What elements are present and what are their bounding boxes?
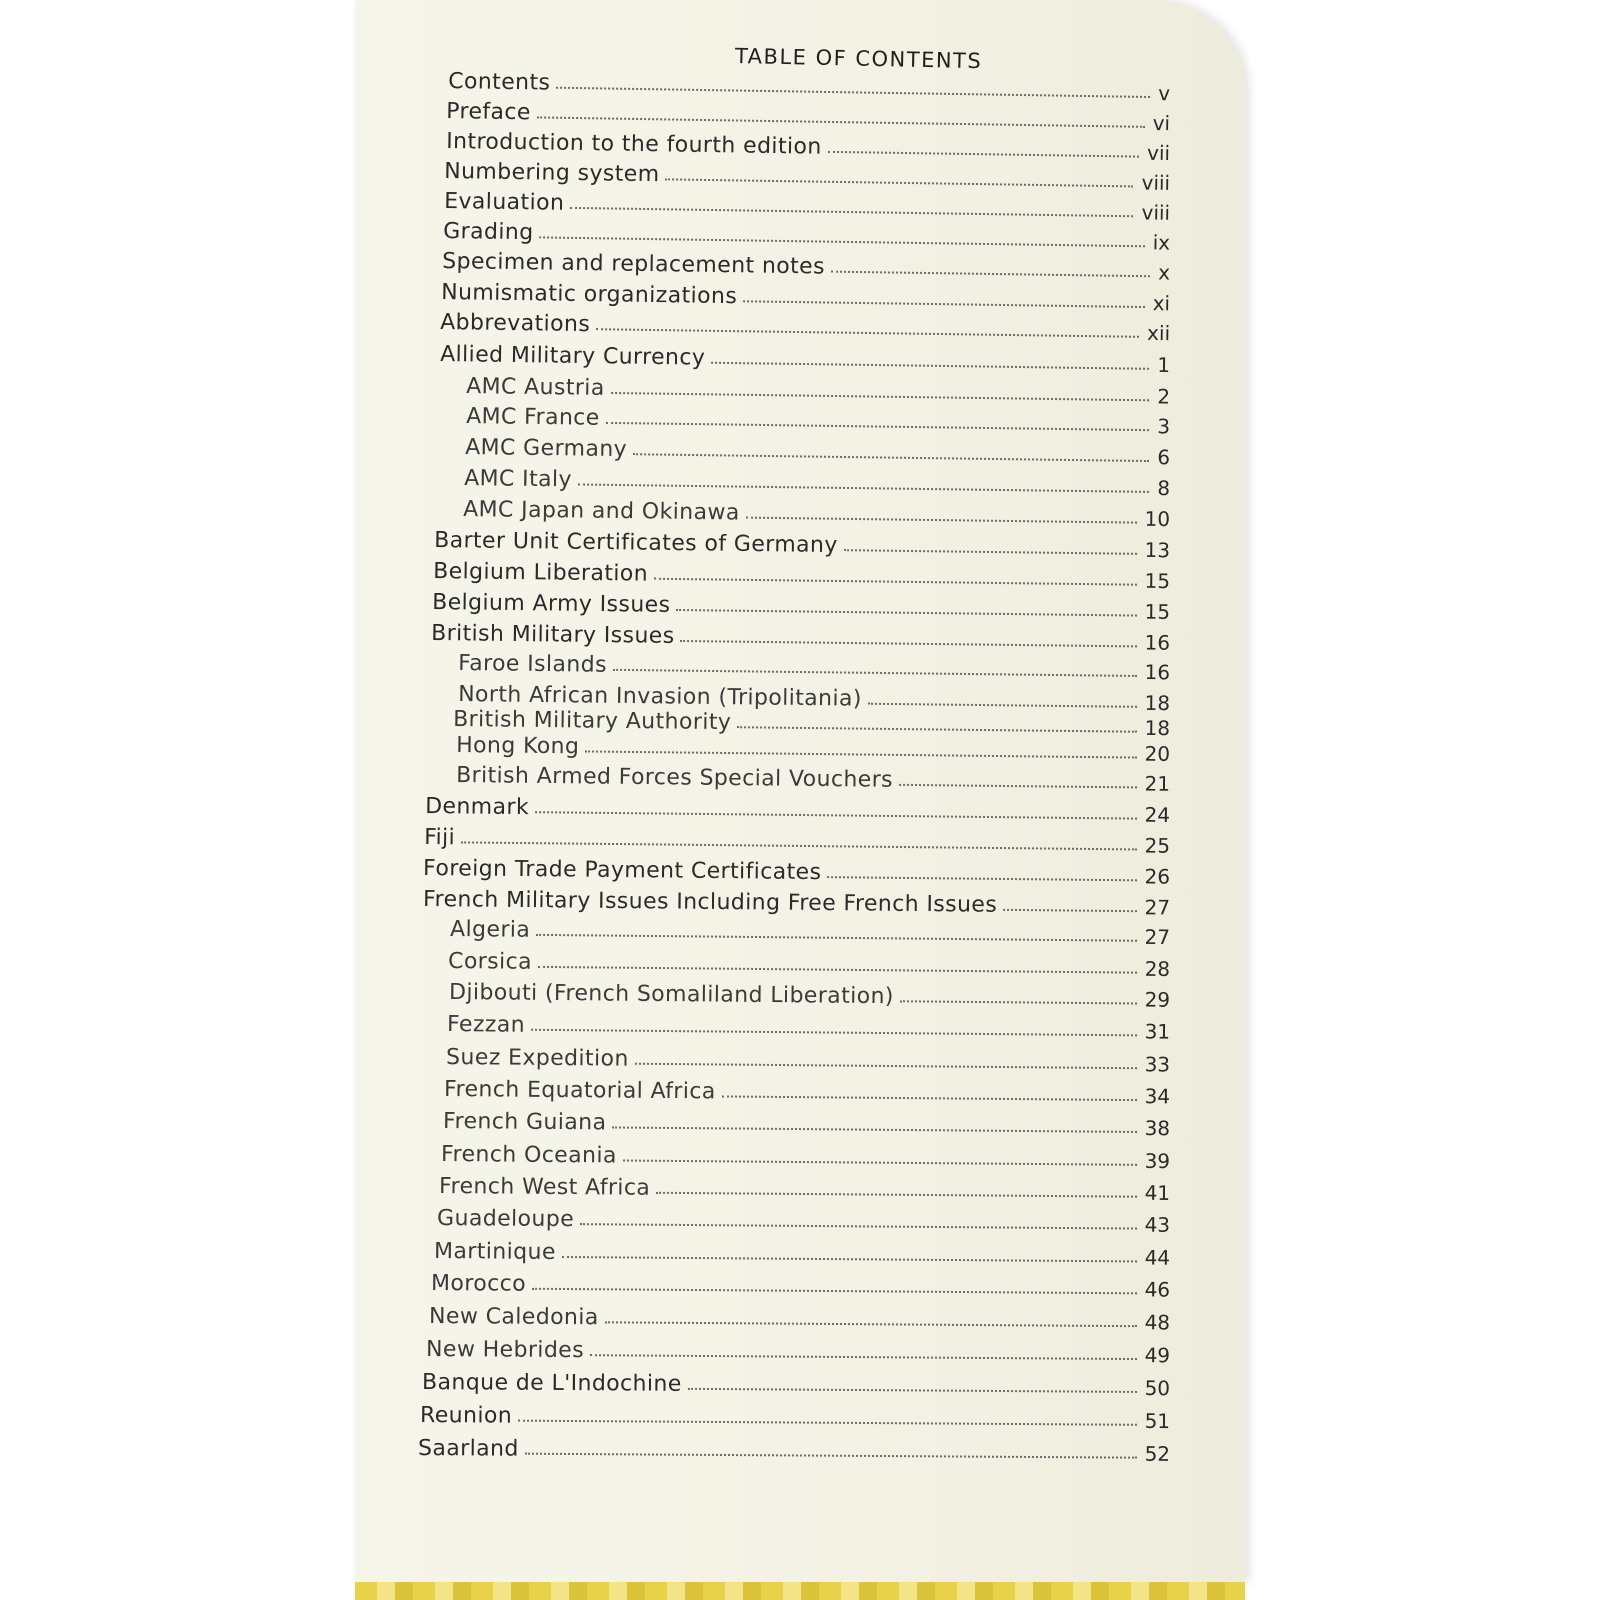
toc-entry-page: 52 [1144, 1441, 1171, 1466]
toc-entry-label: AMC Japan and Okinawa [463, 497, 740, 526]
toc-dot-leader [578, 482, 1150, 492]
toc-entry [429, 1299, 1170, 1334]
toc-dot-leader [746, 516, 1137, 524]
toc-dot-leader [828, 150, 1140, 158]
toc-dot-leader [613, 668, 1137, 677]
toc-entry-label: Algeria [450, 917, 531, 943]
toc-entry-label: Reunion [420, 1403, 513, 1429]
toc-entry-page: 27 [1144, 924, 1171, 950]
toc-entry-label: French Military Issues Including Free French Issues [423, 887, 998, 918]
toc-dot-leader [580, 1222, 1137, 1229]
toc-dot-leader [635, 1062, 1137, 1070]
toc-entry-page: 38 [1144, 1116, 1171, 1141]
toc-entry-label: Contents [448, 69, 551, 96]
toc-entry-label: Numbering system [444, 159, 660, 188]
toc-entry-label: Abbrevations [440, 310, 591, 338]
toc-entry-label: Preface [446, 99, 532, 126]
toc-dot-leader [535, 810, 1137, 819]
toc-entry-label: Barter Unit Certificates of Germany [434, 528, 838, 559]
toc-entry-page: 8 [1157, 476, 1171, 501]
toc-entry-label: Banque de L'Indochine [422, 1370, 682, 1397]
toc-entry-page: viii [1141, 200, 1171, 225]
toc-entry-label: Hong Kong [456, 733, 580, 760]
page-title: TABLE OF CONTENTS [734, 44, 983, 74]
toc-entry [431, 1266, 1170, 1302]
toc-entry-page: 6 [1157, 445, 1171, 470]
toc-entry-page: 21 [1144, 771, 1171, 796]
toc-entry [420, 1398, 1170, 1433]
toc-entry-page: v [1158, 81, 1171, 106]
toc-entry-page: 48 [1144, 1310, 1171, 1335]
toc-entry-page: xii [1146, 320, 1171, 346]
toc-entry-label: Belgium Liberation [433, 559, 649, 587]
toc-entry-page: 33 [1144, 1052, 1171, 1077]
toc-dot-leader [899, 783, 1137, 789]
toc-dot-leader [605, 1320, 1137, 1327]
toc-dot-leader [831, 270, 1150, 278]
toc-dot-leader [606, 421, 1150, 431]
toc-entry [422, 1365, 1170, 1400]
toc-entry-page: 15 [1144, 568, 1171, 594]
toc-entry-label: Specimen and replacement notes [442, 249, 826, 280]
toc-dot-leader [681, 639, 1137, 647]
toc-entry-label: Fiji [424, 825, 456, 851]
toc-dot-leader [612, 1125, 1136, 1133]
toc-dot-leader [536, 933, 1136, 942]
toc-entry [439, 1169, 1170, 1205]
toc-entry-page: 41 [1144, 1180, 1171, 1205]
toc-entry-label: Introduction to the fourth edition [446, 129, 822, 160]
toc-entry-page: 18 [1144, 690, 1171, 716]
toc-dot-leader [844, 548, 1137, 555]
toc-entry-label: AMC Austria [466, 374, 605, 401]
toc-entry-label: French Equatorial Africa [444, 1077, 716, 1105]
toc-entry-label: AMC France [466, 404, 600, 431]
toc-entry [418, 1431, 1170, 1466]
toc-entry-page: 25 [1144, 833, 1171, 858]
toc-entry [426, 1332, 1170, 1367]
toc-entry-label: AMC Germany [465, 435, 628, 463]
toc-entry-label: French Guiana [443, 1109, 607, 1136]
toc-entry-page: 3 [1157, 414, 1171, 439]
toc-entry-page: 15 [1144, 599, 1171, 624]
toc-entry-page: 20 [1144, 741, 1171, 766]
toc-entry-label: Foreign Trade Payment Certificates [423, 856, 822, 886]
toc-dot-leader [562, 1255, 1137, 1262]
toc-entry-label: French Oceania [441, 1142, 617, 1169]
toc-entry-page: 13 [1144, 537, 1171, 563]
toc-entry-label: Morocco [431, 1271, 527, 1297]
toc-dot-leader [532, 1287, 1137, 1295]
toc-dot-leader [623, 1159, 1137, 1166]
toc-entry-page: viii [1141, 170, 1171, 195]
toc-entry [437, 1201, 1170, 1237]
toc-entry-page: 1 [1157, 352, 1171, 378]
toc-entry-label: Belgium Army Issues [432, 590, 671, 618]
toc-entry-page: 26 [1144, 864, 1171, 889]
toc-entry-label: Guadeloupe [437, 1206, 575, 1233]
toc-entry-page: ix [1152, 230, 1171, 255]
toc-entry-page: 18 [1144, 715, 1171, 741]
toc-entry-label: Martinique [434, 1239, 556, 1265]
toc-entry-label: Numismatic organizations [441, 280, 738, 310]
toc-dot-leader [611, 391, 1150, 401]
toc-dot-leader [570, 206, 1133, 217]
toc-dot-leader [590, 1353, 1137, 1360]
toc-dot-leader [1003, 908, 1136, 912]
toc-dot-leader [539, 235, 1144, 247]
toc-entry-label: Fezzan [447, 1012, 526, 1038]
toc-entry-label: Grading [443, 219, 534, 246]
toc-entry-label: New Hebrides [426, 1337, 585, 1364]
toc-dot-leader [665, 177, 1133, 187]
toc-entry-page: 29 [1144, 987, 1171, 1012]
toc-entry-label: Allied Military Currency [440, 342, 706, 371]
toc-entry-page: 34 [1144, 1084, 1171, 1109]
toc-entry-label: British Military Authority [453, 707, 732, 736]
toc-dot-leader [676, 608, 1136, 617]
toc-entry-page: 10 [1144, 506, 1171, 532]
toc-dot-leader [722, 1094, 1137, 1101]
toc-entry-label: French West Africa [439, 1174, 651, 1201]
toc-entry-label: British Armed Forces Special Vouchers [456, 763, 894, 793]
toc-entry-page: 46 [1144, 1277, 1171, 1302]
toc-entry-page: vii [1146, 140, 1171, 166]
toc-entry-label: British Military Issues [431, 621, 675, 649]
toc-entry-label: Suez Expedition [446, 1045, 629, 1072]
toc-entry [434, 1234, 1170, 1270]
toc-entry-label: Faroe Islands [458, 651, 608, 678]
toc-entry-label: Saarland [418, 1436, 519, 1462]
toc-dot-leader [688, 1387, 1137, 1393]
toc-dot-leader [461, 840, 1137, 850]
toc-entry-page: 31 [1144, 1019, 1171, 1044]
toc-dot-leader [827, 875, 1136, 881]
toc-entry-label: Corsica [448, 949, 533, 975]
toc-entry [443, 1104, 1170, 1140]
toc-dot-leader [538, 965, 1137, 974]
toc-entry-page: 24 [1144, 802, 1171, 827]
toc-dot-leader [633, 452, 1149, 462]
toc-dot-leader [900, 999, 1137, 1004]
toc-entry-page: 44 [1144, 1245, 1171, 1270]
toc-entry-page: xi [1152, 291, 1171, 316]
toc-entry-page: 43 [1144, 1212, 1171, 1237]
toc-entry-page: 2 [1157, 384, 1171, 409]
toc-entry [444, 1072, 1170, 1108]
toc-entry-label: North African Invasion (Tripolitania) [458, 682, 862, 712]
toc-entry [441, 1137, 1170, 1173]
toc-entry-label: New Caledonia [429, 1304, 599, 1331]
toc-entry-page: 39 [1144, 1148, 1171, 1174]
toc-entry-page: 49 [1144, 1343, 1171, 1368]
toc-entry-page: 16 [1144, 630, 1171, 655]
toc-dot-leader [518, 1419, 1137, 1426]
toc-dot-leader [656, 1191, 1136, 1198]
toc-dot-leader [596, 327, 1139, 338]
toc-entry-label: Denmark [425, 794, 530, 821]
toc-dot-leader [531, 1028, 1137, 1037]
toc-entry-label: Djibouti (French Somaliland Liberation) [449, 980, 894, 1010]
toc-entry-page: 51 [1144, 1408, 1171, 1434]
toc-dot-leader [654, 577, 1137, 586]
book-cover-strip [355, 1582, 1245, 1600]
toc-entry-page: 50 [1144, 1375, 1171, 1401]
toc-entry-page: 16 [1144, 660, 1171, 685]
toc-dot-leader [711, 361, 1149, 370]
toc-entry-label: AMC Italy [464, 466, 573, 493]
toc-dot-leader [585, 749, 1136, 758]
toc-entry-page: x [1158, 260, 1171, 285]
toc-entry-page: vi [1152, 110, 1171, 136]
toc-dot-leader [743, 299, 1145, 308]
toc-entry-label: Evaluation [444, 189, 565, 216]
toc-entry-page: 27 [1144, 895, 1171, 920]
toc-entry-page: 28 [1144, 956, 1171, 981]
toc-dot-leader [525, 1452, 1137, 1459]
